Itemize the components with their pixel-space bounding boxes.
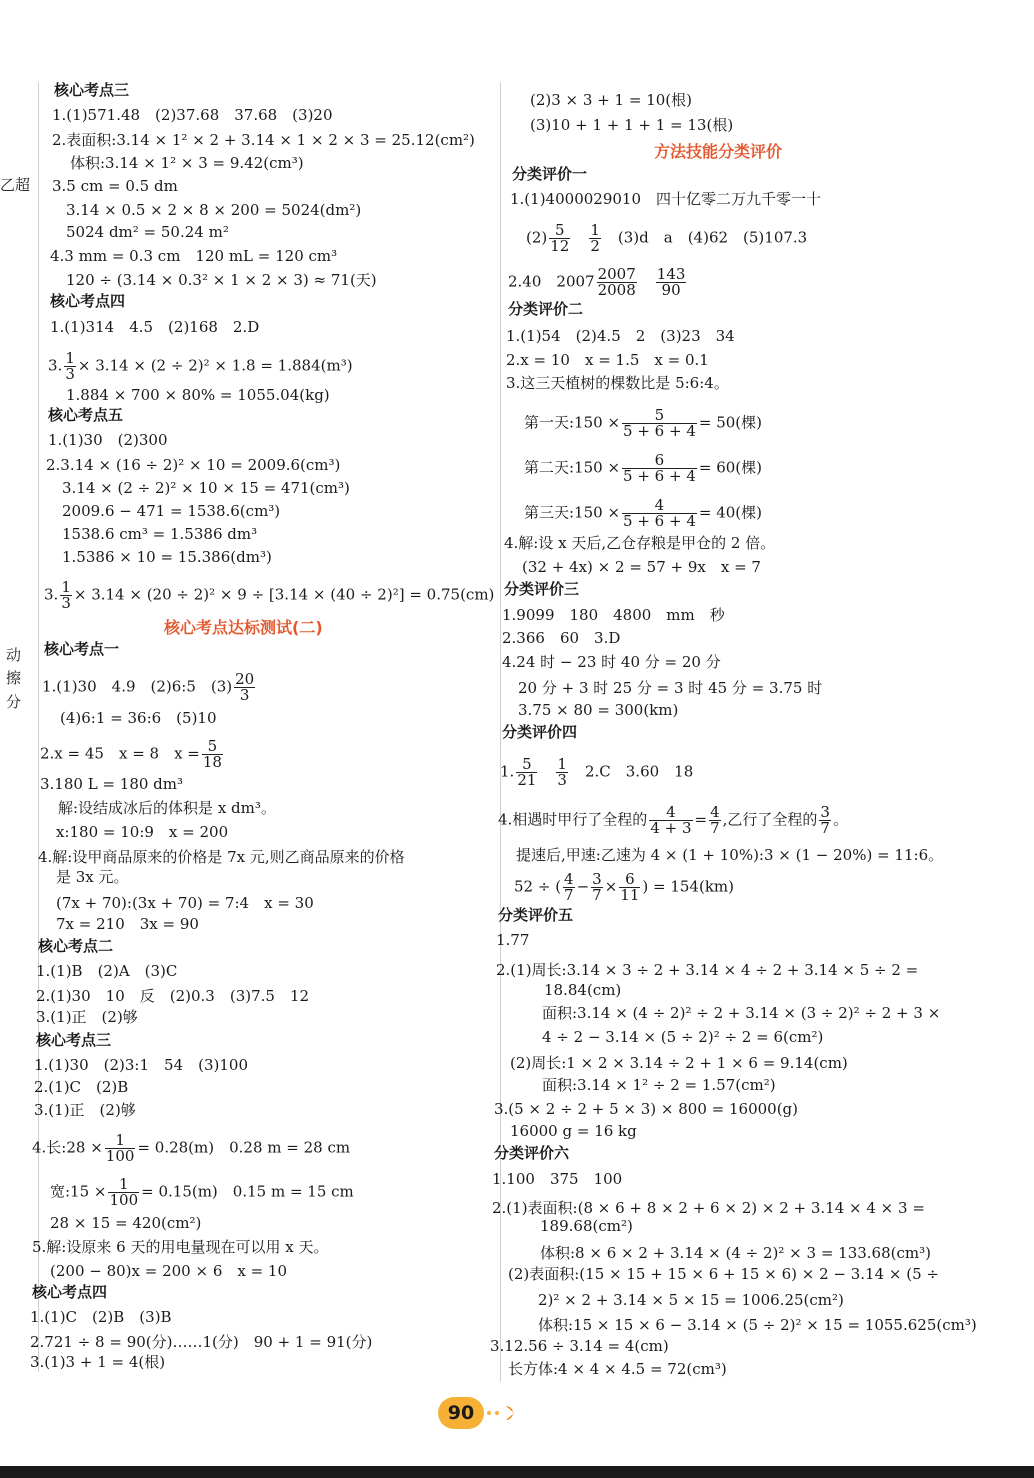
text-run: 1. <box>500 762 515 781</box>
answer-line: 解:设结成冰后的体积是 x dm³。 <box>58 799 276 817</box>
section-heading: 核心考点四 <box>50 292 126 310</box>
fraction-numerator: 3 <box>592 870 602 888</box>
fraction-numerator: 1 <box>65 349 75 367</box>
answer-line: 7x = 210 3x = 90 <box>56 915 199 933</box>
fraction-denominator: 12 <box>550 237 570 255</box>
text-run: = <box>694 810 708 829</box>
text-run: 2.40 2007 <box>508 272 595 291</box>
answer-line: 4.24 时 − 23 时 40 分 = 20 分 <box>502 653 721 671</box>
page-arrow-icon <box>484 1403 524 1423</box>
answer-line: (200 − 80)x = 200 × 6 x = 10 <box>50 1262 288 1280</box>
answer-line: (4)6:1 = 36:6 (5)10 <box>60 709 217 727</box>
answer-line: 3.(1)3 + 1 = 4(根) <box>30 1353 166 1371</box>
answer-line: 1.(1)571.48 (2)37.68 37.68 (3)20 <box>52 106 333 124</box>
answer-line <box>514 872 734 903</box>
answer-line <box>526 223 807 254</box>
section-title: 核心考点达标测试(二) <box>164 618 323 637</box>
fraction-numerator: 5 <box>516 757 537 773</box>
fraction-numerator: 1 <box>590 221 600 239</box>
answer-line: (2)3 × 3 + 1 = 10(根) <box>530 91 692 109</box>
fraction <box>563 872 575 903</box>
answer-line: 1.(1)54 (2)4.5 2 (3)23 34 <box>506 327 735 345</box>
text-run: 52 ÷ ( <box>514 877 562 896</box>
answer-line: (32 + 4x) × 2 = 57 + 9x x = 7 <box>522 558 761 576</box>
section-heading: 核心考点四 <box>32 1283 108 1301</box>
fraction-denominator: 2008 <box>597 281 636 299</box>
answer-line: (3)10 + 1 + 1 + 1 = 13(根) <box>530 116 734 134</box>
answer-line <box>500 757 693 788</box>
fraction <box>234 672 255 703</box>
answer-line <box>524 408 762 439</box>
answer-line: 长方体:4 × 4 × 4.5 = 72(cm³) <box>508 1360 727 1378</box>
answer-line: 189.68(cm²) <box>540 1217 633 1235</box>
fraction <box>556 757 568 788</box>
answer-line: 5.解:设原来 6 天的用电量现在可以用 x 天。 <box>32 1238 329 1256</box>
fraction <box>649 805 692 836</box>
answer-line: 3.(1)正 (2)够 <box>36 1008 138 1026</box>
answer-line: 3.(5 × 2 ÷ 2 + 5 × 3) × 800 = 16000(g) <box>494 1100 799 1118</box>
answer-line: x:180 = 10:9 x = 200 <box>56 823 229 841</box>
answer-line: 4.解:设 x 天后,乙仓存粮是甲仓的 2 倍。 <box>504 534 776 552</box>
fraction <box>108 1177 139 1208</box>
fraction-numerator: 5 <box>622 408 697 424</box>
edge-fragment: 乙超 <box>0 176 31 194</box>
answer-line: 2.(1)30 10 反 (2)0.3 (3)7.5 12 <box>36 987 310 1005</box>
fraction-numerator: 1 <box>108 1177 139 1193</box>
answer-line: (7x + 70):(3x + 70) = 7:4 x = 30 <box>56 894 314 912</box>
answer-line: 4.3 mm = 0.3 cm 120 mL = 120 cm³ <box>50 247 338 265</box>
answer-line: 3.5 cm = 0.5 dm <box>52 177 178 195</box>
text-run: = 60(棵) <box>698 458 763 477</box>
answer-line: 1.(1)C (2)B (3)B <box>30 1308 172 1326</box>
fraction-denominator: 7 <box>564 886 574 904</box>
text-run: ,乙行了全程的 <box>722 810 818 829</box>
fraction-numerator: 3 <box>820 803 830 821</box>
answer-line: 5024 dm² = 50.24 m² <box>66 223 229 241</box>
fraction-numerator: 5 <box>549 223 570 239</box>
text-run: ) = 154(km) <box>642 877 734 896</box>
answer-line: 面积:3.14 × 1² ÷ 2 = 1.57(cm²) <box>542 1076 776 1094</box>
text-run: = 50(棵) <box>698 413 763 432</box>
answer-line: 体积:15 × 15 × 6 − 3.14 × (5 ÷ 2)² × 15 = 1055.625(cm³) <box>538 1316 977 1334</box>
text-run: 1.(1)30 4.9 (2)6:5 (3) <box>42 677 233 696</box>
answer-line <box>508 267 688 298</box>
answer-line: 4 ÷ 2 − 3.14 × (5 ÷ 2)² ÷ 2 = 6(cm²) <box>542 1028 824 1046</box>
left-margin-fragments <box>0 0 34 1478</box>
fraction-numerator: 4 <box>622 498 697 514</box>
fraction-numerator: 1 <box>105 1133 136 1149</box>
answer-line: 18.84(cm) <box>544 981 622 999</box>
answer-line <box>524 498 762 529</box>
fraction-denominator: 100 <box>109 1191 139 1209</box>
answer-line: 2.(1)C (2)B <box>34 1078 129 1096</box>
text-run: = 0.15(m) 0.15 m = 15 cm <box>141 1182 354 1201</box>
text-run: 第一天:150 × <box>524 413 621 432</box>
fraction <box>549 223 570 254</box>
answer-line: 3.12.56 ÷ 3.14 = 4(cm) <box>490 1337 669 1355</box>
section-heading: 分类评价一 <box>512 165 588 183</box>
text-run: 4.长:28 × <box>32 1138 103 1157</box>
answer-line <box>524 453 762 484</box>
fraction-denominator: 4 + 3 <box>650 819 692 837</box>
answer-line <box>50 1177 354 1208</box>
fraction <box>622 408 697 439</box>
answer-line: 4.解:设甲商品原来的价格是 7x 元,则乙商品原来的价格 <box>38 848 405 866</box>
section-heading: 分类评价五 <box>498 906 574 924</box>
section-heading: 分类评价三 <box>504 580 580 598</box>
section-heading: 分类评价二 <box>508 300 584 318</box>
answer-line: 3.(1)正 (2)够 <box>34 1101 136 1119</box>
fraction-numerator: 1 <box>557 755 567 773</box>
answer-line: 2009.6 − 471 = 1538.6(cm³) <box>62 502 281 520</box>
fraction-denominator: 7 <box>592 886 602 904</box>
fraction-denominator: 21 <box>517 771 537 789</box>
answer-line <box>42 672 257 703</box>
answer-line <box>48 351 353 382</box>
fraction-numerator: 143 <box>656 265 686 283</box>
answer-line: 提速后,甲速:乙速为 4 × (1 + 10%):3 × (1 − 20%) = 11:6。 <box>516 846 944 864</box>
answer-line: 1.5386 × 10 = 15.386(dm³) <box>62 548 272 566</box>
text-run: (3)d a (4)62 (5)107.3 <box>602 228 808 247</box>
answer-line: 28 × 15 = 420(cm²) <box>50 1214 202 1232</box>
fraction-numerator: 4 <box>564 870 574 888</box>
fraction <box>656 267 687 298</box>
answer-line: 1538.6 cm³ = 1.5386 dm³ <box>62 525 258 543</box>
answer-line: 体积:3.14 × 1² × 3 = 9.42(cm³) <box>70 154 304 172</box>
text-run: 4.相遇时甲行了全程的 <box>498 810 648 829</box>
answer-line: 3.14 × (2 ÷ 2)² × 10 × 15 = 471(cm³) <box>62 479 350 497</box>
answer-line: 2)² × 2 + 3.14 × 5 × 15 = 1006.25(cm²) <box>538 1291 844 1309</box>
text-run <box>539 763 554 781</box>
answer-line: (2)表面积:(15 × 15 + 15 × 6 + 15 × 6) × 2 − 3.14 × (5 ÷ <box>508 1265 939 1283</box>
answer-line: 1.77 <box>496 931 530 949</box>
answer-line <box>40 739 225 770</box>
fraction-numerator: 20 <box>235 670 255 688</box>
answer-line: 1.9099 180 4800 mm 秒 <box>502 606 725 624</box>
text-run: 宽:15 × <box>50 1182 107 1201</box>
text-run: 第三天:150 × <box>524 503 621 522</box>
text-run: 3. <box>44 585 59 604</box>
section-heading: 核心考点三 <box>36 1031 112 1049</box>
answer-line: 3.180 L = 180 dm³ <box>40 775 184 793</box>
fraction-numerator: 1 <box>61 578 71 596</box>
answer-line: 面积:3.14 × (4 ÷ 2)² ÷ 2 + 3.14 × (3 ÷ 2)² ÷ 2 + 3 × <box>542 1004 941 1022</box>
answer-line: 3.14 × 0.5 × 2 × 8 × 200 = 5024(dm²) <box>66 201 362 219</box>
fraction <box>202 739 223 770</box>
text-run <box>639 273 654 291</box>
fraction <box>622 498 697 529</box>
fraction-numerator: 2007 <box>597 265 636 283</box>
fraction-denominator: 18 <box>202 753 222 771</box>
section-heading: 核心考点五 <box>48 406 124 424</box>
text-run: 。 <box>832 810 848 829</box>
answer-line: 1.(1)B (2)A (3)C <box>36 962 178 980</box>
answer-line: 2.366 60 3.D <box>502 629 621 647</box>
section-heading: 核心考点一 <box>44 640 120 658</box>
fraction-denominator: 5 + 6 + 4 <box>623 512 696 530</box>
fraction <box>709 805 721 836</box>
fraction <box>105 1133 136 1164</box>
fraction-numerator: 4 <box>649 805 692 821</box>
fraction-numerator: 5 <box>202 739 223 755</box>
fraction-denominator: 5 + 6 + 4 <box>623 467 696 485</box>
fraction <box>597 267 637 298</box>
page-number: 90 <box>438 1397 484 1429</box>
edge-fragment: 擦 <box>6 669 22 687</box>
text-run: = 40(棵) <box>698 503 763 522</box>
answer-line: 1.(1)4000029010 四十亿零二万九千零一十 <box>510 190 821 208</box>
answer-line: 体积:8 × 6 × 2 + 3.14 × (4 ÷ 2)² × 3 = 133.68(cm³) <box>540 1244 931 1262</box>
answer-line: 是 3x 元。 <box>56 868 129 886</box>
text-run: = 0.28(m) 0.28 m = 28 cm <box>137 1138 351 1157</box>
answer-line: 1.884 × 700 × 80% = 1055.04(kg) <box>66 386 330 404</box>
section-title: 方法技能分类评价 <box>654 142 783 161</box>
answer-line <box>44 580 494 611</box>
text-run <box>572 229 587 247</box>
answer-line: 3.这三天植树的棵数比是 5:6:4。 <box>506 374 729 392</box>
fraction-denominator: 3 <box>65 365 75 383</box>
fraction-numerator: 6 <box>622 453 697 469</box>
answer-line: 20 分 + 3 时 25 分 = 3 时 45 分 = 3.75 时 <box>518 679 823 697</box>
answer-line: 1.100 375 100 <box>492 1170 623 1188</box>
answer-line <box>498 805 848 836</box>
answer-line: 2.(1)表面积:(8 × 6 + 8 × 2 + 6 × 2) × 2 + 3.14 × 4 × 3 = <box>492 1199 925 1217</box>
section-heading: 核心考点二 <box>38 937 114 955</box>
text-run: 3. <box>48 356 63 375</box>
fraction <box>591 872 603 903</box>
answer-line: 2.3.14 × (16 ÷ 2)² × 10 = 2009.6(cm³) <box>46 456 341 474</box>
text-run: × 3.14 × (20 ÷ 2)² × 9 ÷ [3.14 × (40 ÷ 2)²] = 0.75(cm) <box>73 585 495 604</box>
answer-line: 16000 g = 16 kg <box>510 1122 637 1140</box>
fraction <box>619 872 640 903</box>
answer-line: 1.(1)30 (2)300 <box>48 431 168 449</box>
fraction-numerator: 4 <box>710 803 720 821</box>
text-run: 2.x = 45 x = 8 x = <box>40 744 200 763</box>
fraction <box>589 223 601 254</box>
fraction-denominator: 5 + 6 + 4 <box>623 422 696 440</box>
fraction <box>622 453 697 484</box>
column-divider-left <box>38 82 39 1372</box>
text-run: (2) <box>526 228 548 247</box>
edge-fragment: 分 <box>6 693 22 711</box>
fraction-denominator: 7 <box>820 819 830 837</box>
text-run: × <box>604 877 618 896</box>
answer-line: (2)周长:1 × 2 × 3.14 ÷ 2 + 1 × 6 = 9.14(cm) <box>510 1054 848 1072</box>
fraction-denominator: 100 <box>105 1147 135 1165</box>
text-run: − <box>576 877 590 896</box>
edge-fragment: 动 <box>6 646 22 664</box>
fraction-denominator: 7 <box>710 819 720 837</box>
answer-line: 3.75 × 80 = 300(km) <box>518 701 679 719</box>
fraction-denominator: 3 <box>61 594 71 612</box>
text-run: × 3.14 × (2 ÷ 2)² × 1.8 = 1.884(m³) <box>77 356 353 375</box>
text-run: 2.C 3.60 18 <box>569 762 694 781</box>
section-heading: 分类评价四 <box>502 723 578 741</box>
fraction-denominator: 2 <box>590 237 600 255</box>
answer-line: 120 ÷ (3.14 × 0.3² × 1 × 2 × 3) ≈ 71(天) <box>66 271 377 289</box>
answer-line: 2.(1)周长:3.14 × 3 ÷ 2 + 3.14 × 4 ÷ 2 + 3.14 × 5 ÷ 2 = <box>496 961 919 979</box>
fraction-denominator: 3 <box>239 686 250 704</box>
answer-line: 2.721 ÷ 8 = 90(分)……1(分) 90 + 1 = 91(分) <box>30 1333 373 1351</box>
section-heading: 分类评价六 <box>494 1144 570 1162</box>
fraction-numerator: 6 <box>619 872 640 888</box>
answer-line: 1.(1)314 4.5 (2)168 2.D <box>50 318 260 336</box>
fraction <box>64 351 76 382</box>
text-run: 第二天:150 × <box>524 458 621 477</box>
answer-line <box>32 1133 350 1164</box>
answer-line: 2.表面积:3.14 × 1² × 2 + 3.14 × 1 × 2 × 3 = 25.12(cm²) <box>52 131 475 149</box>
answer-line: 2.x = 10 x = 1.5 x = 0.1 <box>506 351 709 369</box>
fraction <box>60 580 72 611</box>
fraction-denominator: 90 <box>661 281 681 299</box>
answer-line: 1.(1)30 (2)3:1 54 (3)100 <box>34 1056 248 1074</box>
fraction <box>516 757 537 788</box>
fraction <box>819 805 831 836</box>
fraction-denominator: 3 <box>557 771 567 789</box>
bottom-bar <box>0 1466 1034 1478</box>
fraction-denominator: 11 <box>620 886 640 904</box>
section-heading: 核心考点三 <box>54 81 130 99</box>
